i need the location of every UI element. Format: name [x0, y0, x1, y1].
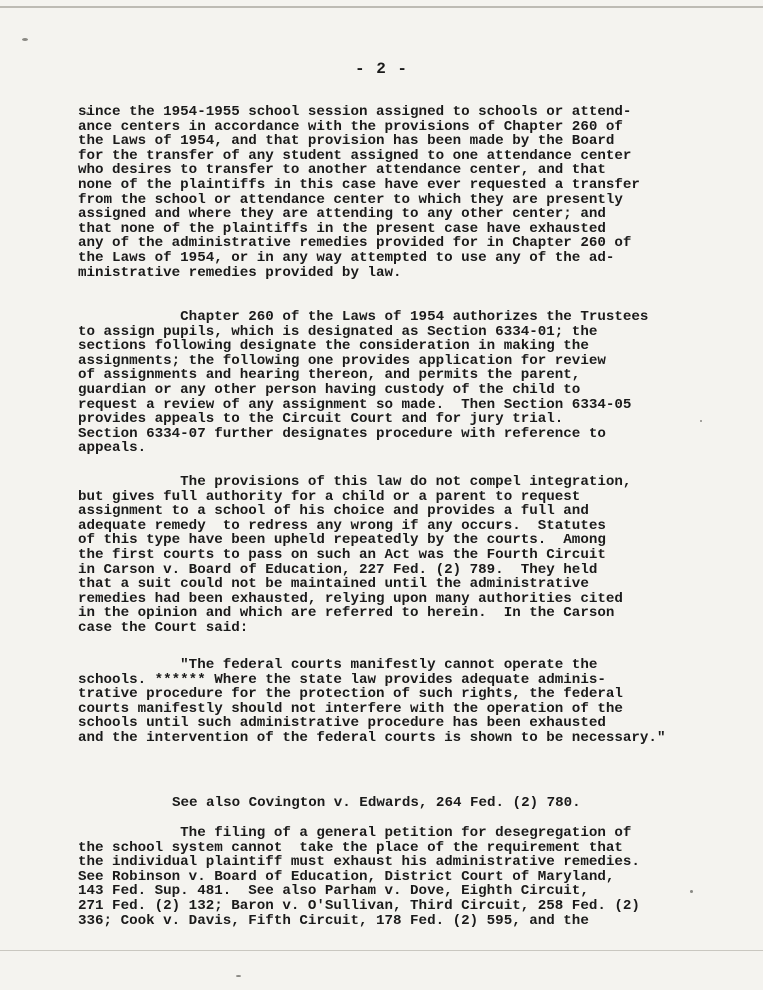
- paragraph-line: of assignments and hearing thereon, and permits the parent,: [78, 367, 581, 384]
- paragraph-line: in Carson v. Board of Education, 227 Fed. (2) 789. They held: [78, 561, 598, 578]
- paragraph-1: [78, 105, 694, 280]
- paragraph-line: 143 Fed. Sup. 481. See also Parham v. Dove, Eighth Circuit,: [78, 883, 589, 900]
- block-quote: [78, 658, 694, 746]
- scan-speck: [236, 975, 241, 977]
- paragraph-line: that none of the plaintiffs in the present case have exhausted: [78, 220, 606, 237]
- paragraph-3: [78, 475, 694, 636]
- paragraph-line: who desires to transfer to another attendance center, and that: [78, 162, 606, 179]
- paragraph-line: to assign pupils, which is designated as Section 6334-01; the: [78, 323, 598, 340]
- paragraph-line: appeals.: [78, 440, 147, 457]
- quote-line: and the intervention of the federal courts is shown to be necessary.": [78, 729, 666, 746]
- see-also-citation: See also Covington v. Edwards, 264 Fed. (2) 780.: [172, 795, 581, 811]
- paragraph-line: the first courts to pass on such an Act was the Fourth Circuit: [78, 546, 606, 563]
- paragraph-line: assignments; the following one provides application for review: [78, 352, 606, 369]
- paragraph-line: request a review of any assignment so made. Then Section 6334-05: [78, 396, 632, 413]
- paragraph-line: since the 1954-1955 school session assigned to schools or attend-: [78, 104, 632, 120]
- paragraph-line: ance centers in accordance with the provisions of Chapter 260 of: [78, 118, 623, 135]
- paragraph-line: Section 6334-07 further designates procedure with reference to: [78, 425, 606, 442]
- paragraph-line: assignment to a school of his choice and provides a full and: [78, 503, 589, 520]
- paragraph-2: [78, 310, 694, 456]
- paragraph-4: [78, 826, 694, 928]
- paragraph-line: the Laws of 1954, or in any way attempted to use any of the ad-: [78, 249, 615, 266]
- quote-line: schools. ****** Where the state law provides adequate adminis-: [78, 671, 606, 688]
- paragraph-line: assigned and where they are attending to any other center; and: [78, 206, 606, 223]
- paragraph-line: case the Court said:: [78, 619, 249, 636]
- paragraph-line: See Robinson v. Board of Education, District Court of Maryland,: [78, 868, 615, 885]
- paragraph-line: adequate remedy to redress any wrong if any occurs. Statutes: [78, 517, 606, 534]
- paragraph-line: from the school or attendance center to which they are presently: [78, 191, 623, 208]
- page-number: - 2 -: [354, 60, 408, 78]
- paragraph-line: The provisions of this law do not compel integration,: [78, 474, 632, 490]
- paragraph-line: the individual plaintiff must exhaust his administrative remedies.: [78, 854, 640, 871]
- paragraph-line: for the transfer of any student assigned to one attendance center: [78, 147, 632, 164]
- paragraph-line: ministrative remedies provided by law.: [78, 264, 402, 281]
- paragraph-line: none of the plaintiffs in this case have ever requested a transfer: [78, 176, 640, 193]
- scan-speck: [22, 38, 28, 41]
- quote-line: courts manifestly should not interfere with the operation of the: [78, 700, 623, 717]
- quote-line: trative procedure for the protection of such rights, the federal: [78, 686, 623, 703]
- paragraph-line: in the opinion and which are referred to herein. In the Carson: [78, 605, 615, 622]
- paragraph-line: of this type have been upheld repeatedly by the courts. Among: [78, 532, 606, 549]
- paragraph-line: provides appeals to the Circuit Court and for jury trial.: [78, 411, 564, 428]
- paragraph-line: sections following designate the consideration in making the: [78, 338, 589, 355]
- paragraph-line: The filing of a general petition for desegregation of: [78, 825, 632, 841]
- paragraph-line: but gives full authority for a child or a parent to request: [78, 488, 581, 505]
- paragraph-line: remedies had been exhausted, relying upon many authorities cited: [78, 590, 623, 607]
- scan-speck: [700, 420, 702, 422]
- quote-line: "The federal courts manifestly cannot operate the: [78, 657, 598, 673]
- paragraph-line: Chapter 260 of the Laws of 1954 authorizes the Trustees: [78, 309, 649, 325]
- bottom-scan-edge: [0, 950, 763, 951]
- paragraph-line: guardian or any other person having custody of the child to: [78, 381, 581, 398]
- top-scan-edge: [0, 6, 763, 8]
- paragraph-line: any of the administrative remedies provided for in Chapter 260 of: [78, 235, 632, 252]
- paragraph-line: that a suit could not be maintained until the administrative: [78, 576, 589, 593]
- paragraph-line: 271 Fed. (2) 132; Baron v. O'Sullivan, Third Circuit, 258 Fed. (2): [78, 897, 640, 914]
- paragraph-line: 336; Cook v. Davis, Fifth Circuit, 178 Fed. (2) 595, and the: [78, 912, 589, 929]
- paragraph-line: the school system cannot take the place of the requirement that: [78, 839, 623, 856]
- paragraph-line: the Laws of 1954, and that provision has been made by the Board: [78, 133, 615, 150]
- quote-line: schools until such administrative procedure has been exhausted: [78, 715, 606, 732]
